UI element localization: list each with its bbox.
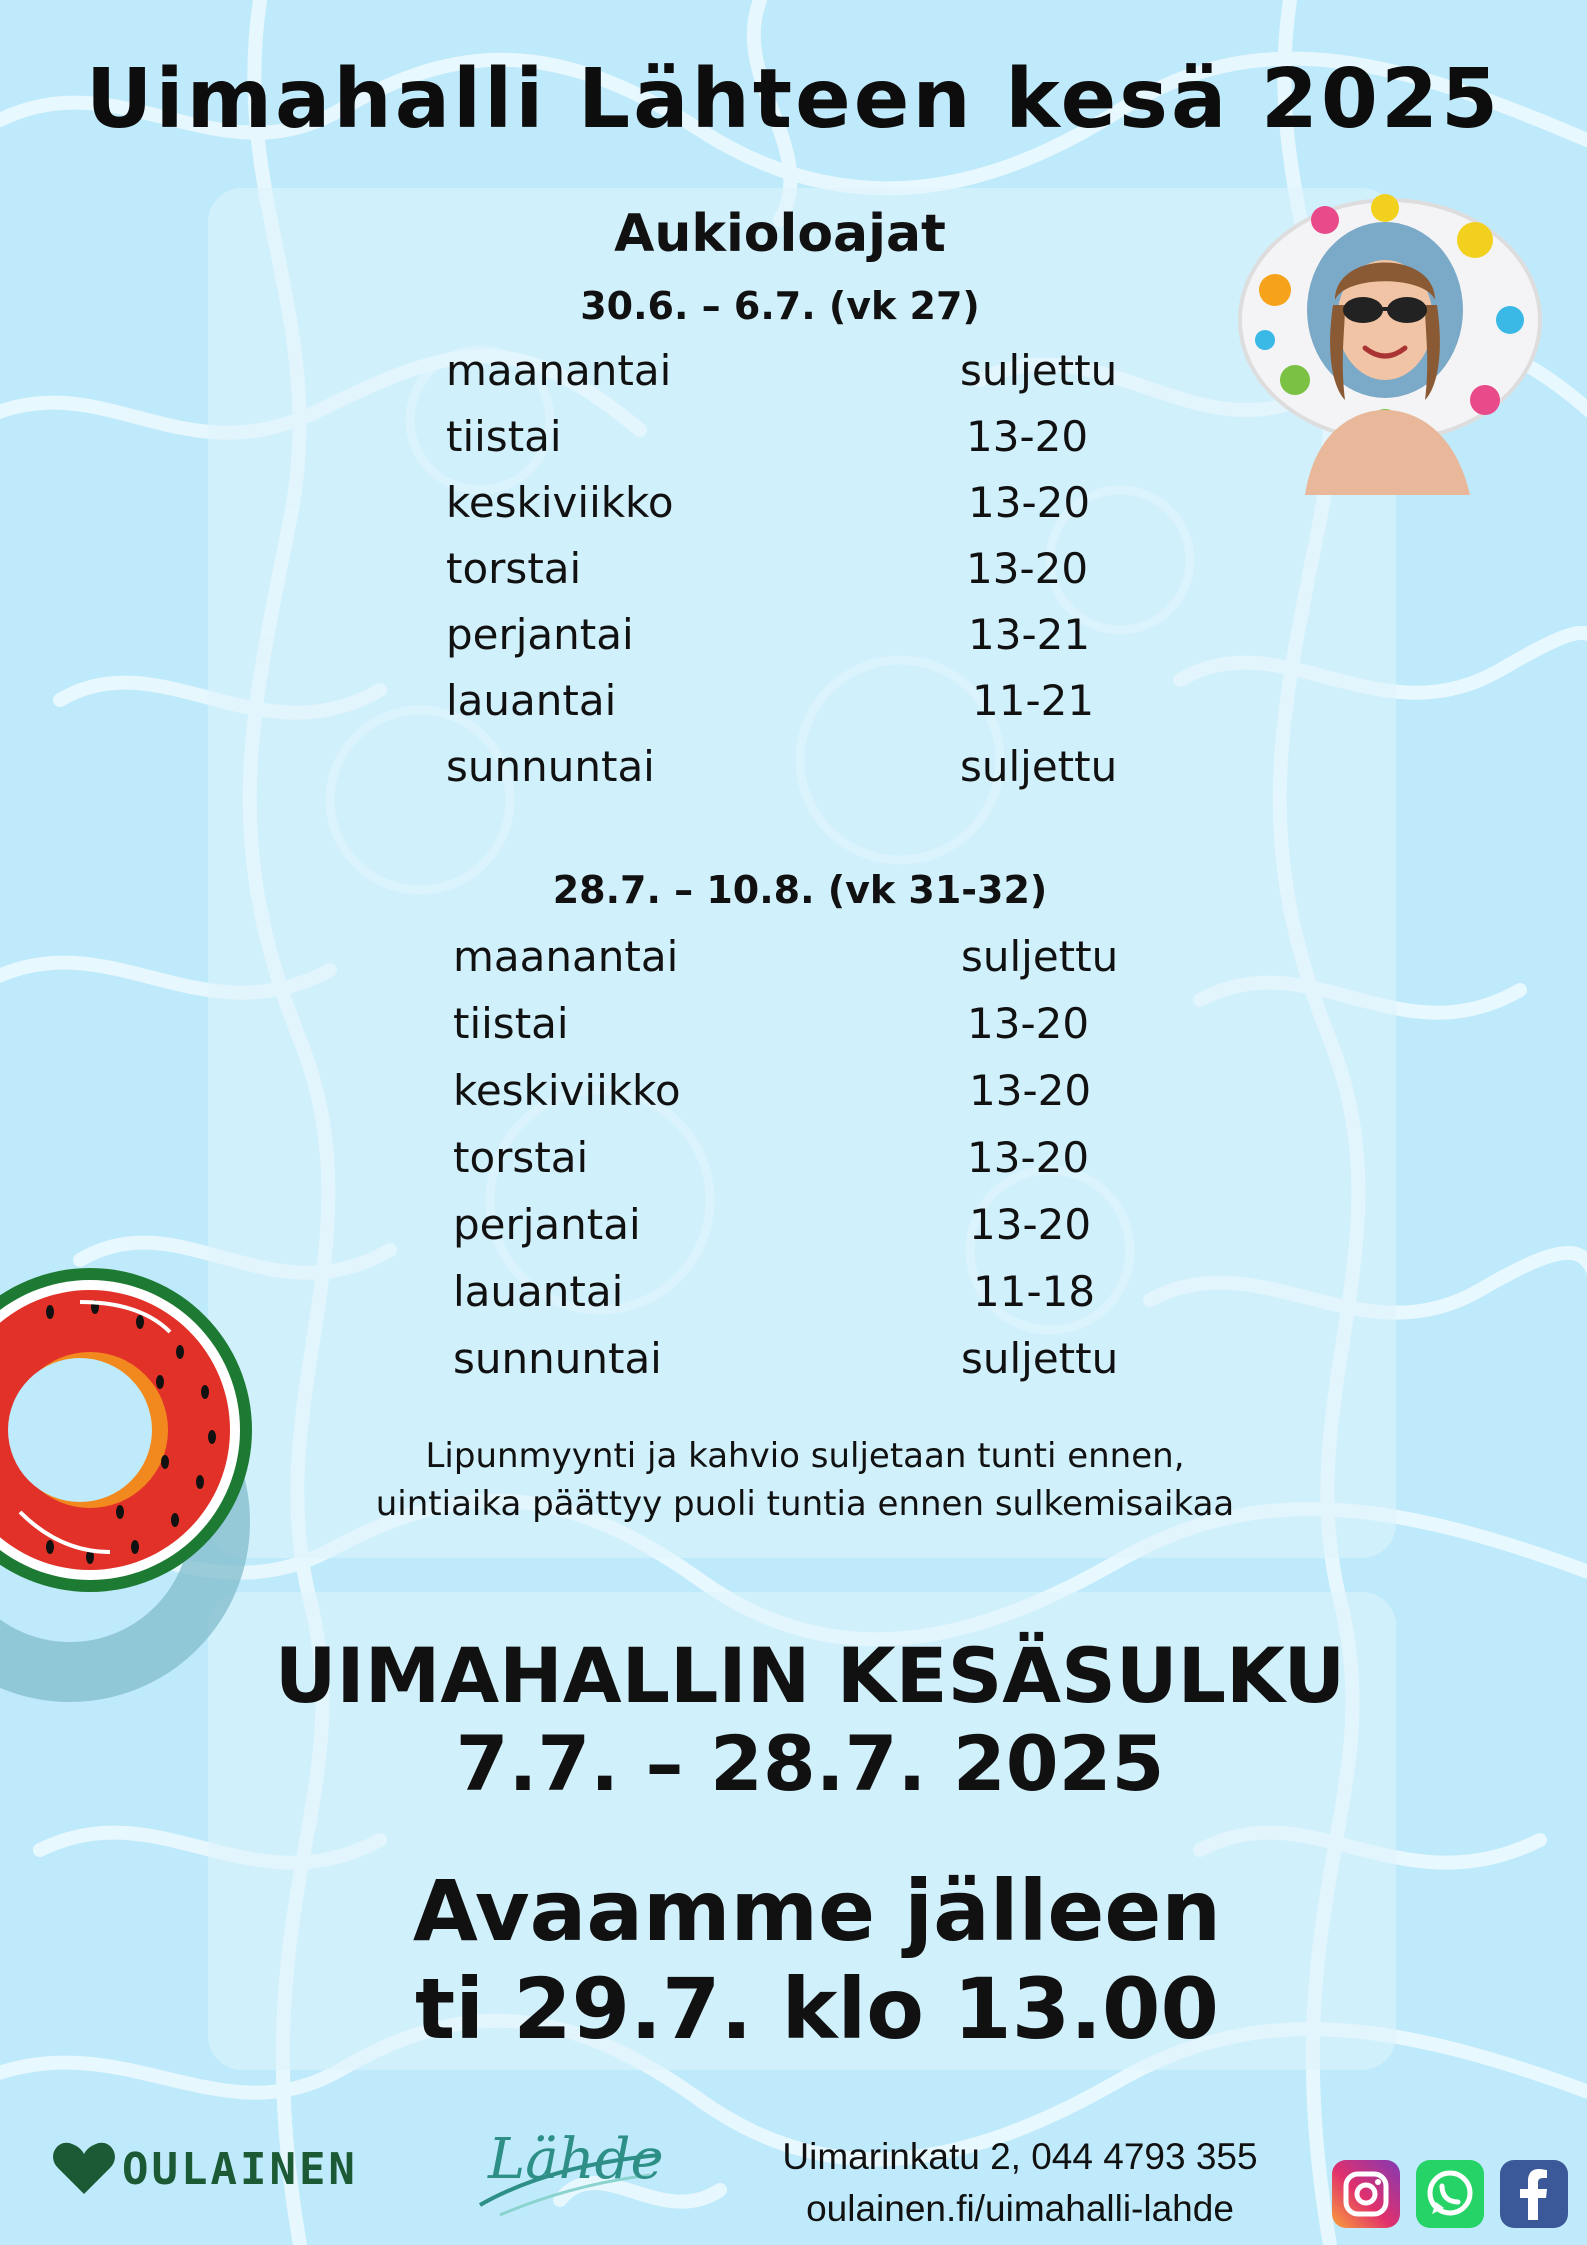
facebook-icon[interactable]	[1500, 2160, 1568, 2228]
day-hours: suljettu	[961, 1334, 1119, 1383]
day-label: torstai	[453, 1133, 589, 1182]
watermelon-swim-ring-image	[0, 1262, 290, 1702]
day-hours: suljettu	[961, 932, 1119, 981]
instagram-icon[interactable]	[1332, 2160, 1400, 2228]
day-label: perjantai	[453, 1200, 641, 1249]
schedule-row	[446, 610, 1146, 676]
schedule-row	[453, 1200, 1153, 1267]
schedule-row	[453, 1133, 1153, 1200]
heart-icon	[52, 2140, 116, 2196]
day-hours: 13-20	[966, 544, 1089, 593]
closing-note-line: Lipunmyynti ja kahvio suljetaan tunti ennen,	[425, 1436, 1185, 1476]
day-label: maanantai	[446, 346, 672, 395]
day-label: perjantai	[446, 610, 634, 659]
lahde-logo-text: Lähde	[488, 2127, 664, 2192]
day-hours: 13-20	[969, 1066, 1092, 1115]
website-link[interactable]: oulainen.fi/uimahalli-lahde	[806, 2188, 1234, 2229]
day-hours: suljettu	[960, 742, 1118, 791]
schedule-row	[446, 544, 1146, 610]
schedule-row	[453, 999, 1153, 1066]
closure-dates: 7.7. – 28.7. 2025	[455, 1719, 1165, 1808]
whatsapp-icon[interactable]	[1416, 2160, 1484, 2228]
period-heading: 28.7. – 10.8. (vk 31-32)	[552, 868, 1048, 912]
hours-heading: Aukioloajat	[614, 204, 946, 264]
day-label: keskiviikko	[446, 478, 674, 527]
schedule-row	[446, 346, 1146, 412]
closing-note-line: uintiaika päättyy puoli tuntia ennen sulkemisaikaa	[375, 1484, 1235, 1524]
lahde-logo	[470, 2105, 670, 2225]
reopen-date: ti 29.7. klo 13.00	[415, 1960, 1219, 2058]
period-heading: 30.6. – 6.7. (vk 27)	[580, 284, 980, 328]
schedule-row	[453, 1334, 1153, 1401]
day-hours: 13-21	[968, 610, 1091, 659]
schedule-table	[446, 346, 1146, 808]
schedule-table	[453, 932, 1153, 1401]
page-title: Uimahalli Lähteen kesä 2025	[85, 52, 1502, 147]
schedule-row	[453, 932, 1153, 999]
schedule-row	[446, 742, 1146, 808]
day-label: tiistai	[446, 412, 562, 461]
day-hours: suljettu	[960, 346, 1118, 395]
day-label: lauantai	[453, 1267, 624, 1316]
day-hours: 13-20	[969, 1200, 1092, 1249]
oulainen-logo	[52, 2140, 412, 2204]
schedule-row	[446, 478, 1146, 544]
schedule-row	[453, 1066, 1153, 1133]
reopen-title: Avaamme jälleen	[412, 1862, 1222, 1960]
schedule-row	[446, 676, 1146, 742]
oulainen-logo-text: OULAINEN	[122, 2144, 358, 2195]
day-label: torstai	[446, 544, 582, 593]
day-label: maanantai	[453, 932, 679, 981]
day-hours: 13-20	[967, 999, 1090, 1048]
day-label: sunnuntai	[453, 1334, 662, 1383]
day-label: tiistai	[453, 999, 569, 1048]
day-hours: 13-20	[968, 478, 1091, 527]
closure-title: UIMAHALLIN KESÄSULKU	[274, 1631, 1346, 1720]
day-label: lauantai	[446, 676, 617, 725]
kid-swim-ring-image	[1235, 180, 1545, 495]
contact-address: Uimarinkatu 2, 044 4793 355	[782, 2136, 1258, 2177]
day-hours: 11-18	[973, 1267, 1096, 1316]
day-hours: 13-20	[967, 1133, 1090, 1182]
schedule-row	[453, 1267, 1153, 1334]
day-label: keskiviikko	[453, 1066, 681, 1115]
reopening	[0, 1862, 1587, 2058]
day-hours: 13-20	[966, 412, 1089, 461]
schedule-row	[446, 412, 1146, 478]
day-label: sunnuntai	[446, 742, 655, 791]
day-hours: 11-21	[972, 676, 1095, 725]
